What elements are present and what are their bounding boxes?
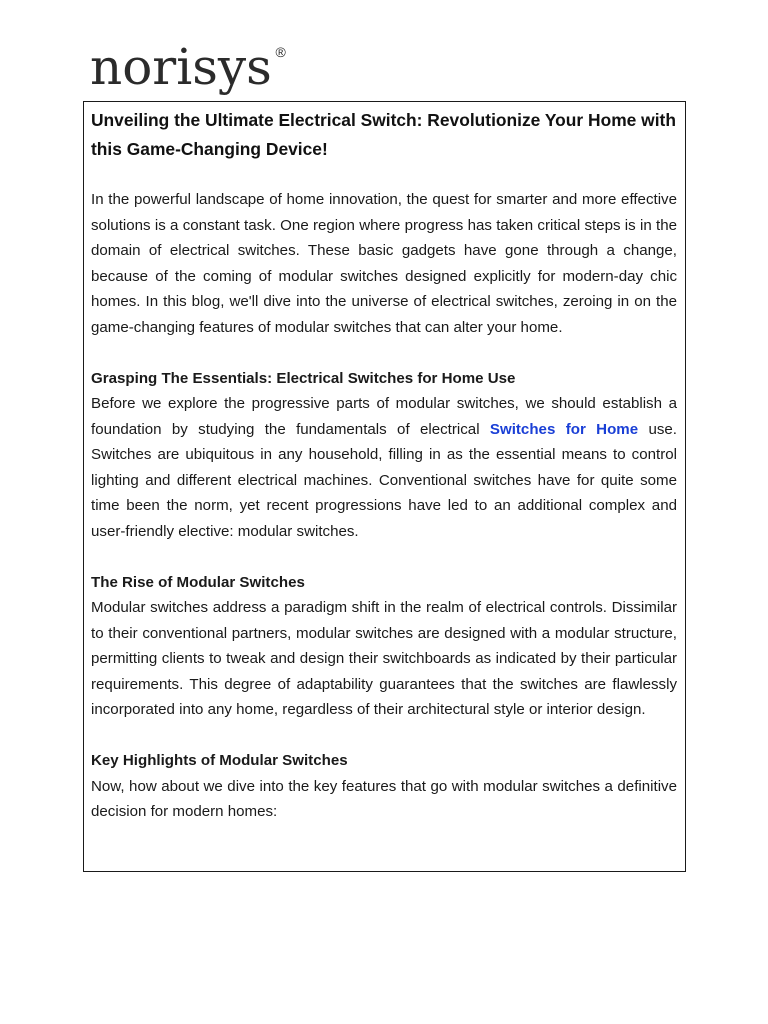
logo-wordmark: norisys — [90, 38, 272, 96]
article-box — [83, 101, 686, 872]
norisys-logo — [90, 38, 286, 96]
article-title: Unveiling the Ultimate Electrical Switch: Revolutionize Your Home with this Game-Changing Device! — [91, 110, 676, 159]
section-heading-rise: The Rise of Modular Switches — [91, 573, 305, 591]
essentials-text-end: use. Switches are ubiquitous in any household, filling in as the essential means to control lighting and different electrical machines. Conventional switches have for quite some time been the norm, yet recent progressions have led to an additional complex and user-friendly elective: modular switches. — [91, 420, 677, 540]
essentials-text-start: Before we explore the progressive parts of modular switches, we should establish a foundation by studying the fundamentals of electrical — [91, 395, 677, 438]
section-heading-highlights: Key Highlights of Modular Switches — [91, 752, 348, 769]
section-paragraph-highlights: Now, how about we dive into the key features that go with modular switches a definitive decision for modern homes: — [91, 777, 677, 820]
registered-mark: ® — [275, 44, 286, 60]
section-paragraph-essentials — [91, 391, 677, 544]
section-paragraph-rise: Modular switches address a paradigm shift in the realm of electrical controls. Dissimilar to their conventional partners, modular switches are designed with a modular structure, permitting clients to tweak and design their switchboards as indicated by their particular requirements. This degree of adaptability guarantees that the switches are flawlessly incorporated into any home, regardless of their architectural style or interior design. — [91, 599, 677, 718]
intro-paragraph: In the powerful landscape of home innovation, the quest for smarter and more effective solutions is a constant task. One region where progress has taken critical steps is in the domain of electrical switches. These basic gadgets have gone through a change, because of the coming of modular switches designed explicitly for modern-day chic homes. In this blog, we'll dive into the universe of electrical switches, zeroing in on the game-changing features of modular switches that can alter your home. — [91, 191, 677, 336]
switches-for-home-link[interactable]: Switches for Home — [489, 420, 639, 438]
section-heading-essentials: Grasping The Essentials: Electrical Switches for Home Use — [91, 369, 516, 387]
